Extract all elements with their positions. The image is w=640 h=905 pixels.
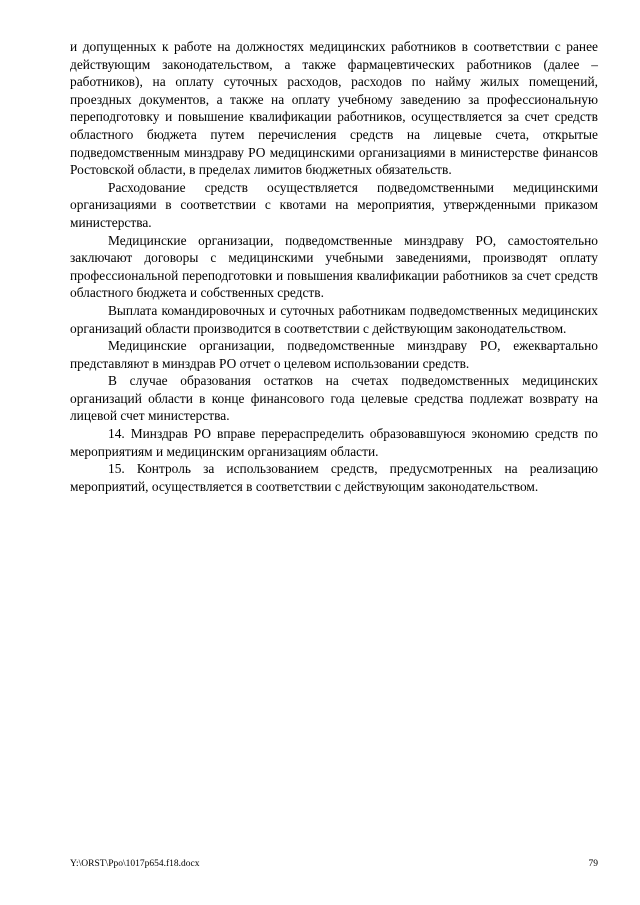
- footer-page-number: 79: [588, 859, 598, 869]
- paragraph-balance-return: В случае образования остатков на счетах подведомственных медицинских организаций области в конце финансового года целевые средства подлежат возврату на лицевой счет министерства.: [70, 373, 598, 424]
- paragraph-item-14: 14. Минздрав РО вправе перераспределить образовавшуюся экономию средств по мероприятиям и медицинским организациям области.: [70, 426, 598, 459]
- footer-file-path: Y:\ORST\Ppo\1017p654.f18.docx: [70, 859, 200, 869]
- paragraph-travel-payments: Выплата командировочных и суточных работникам подведомственных медицинских организаций области производится в соответствии с действующим законодательством.: [70, 302, 598, 336]
- page-footer: [70, 857, 598, 871]
- paragraph-spending: Расходование средств осуществляется подведомственными медицинскими организациями в соответствии с квотами на мероприятия, утвержденными приказом министерства.: [70, 179, 598, 230]
- paragraph-continuation: и допущенных к работе на должностях медицинских работников в соответствии с ранее действующим законодательством, а также фармацевтических работников (далее – работников), на оплату суточных расходов, расходов по найму жилых помещений, проездных документов, а также на оплату учебному заведению за профессиональную переподготовку и повышение квалификации работников, осуществляется за счет средств областного бюджета путем перечисления средств на лицевые счета, открытые подведомственным минздраву РО медицинскими организациями в министерстве финансов Ростовской области, в пределах лимитов бюджетных обязательств.: [70, 39, 598, 178]
- paragraph-item-15: 15. Контроль за использованием средств, предусмотренных на реализацию мероприятий, осуществляется в соответствии с действующим законодательством.: [70, 461, 598, 494]
- document-body: [70, 38, 598, 495]
- paragraph-quarterly-report: Медицинские организации, подведомственные минздраву РО, ежеквартально представляют в минздрав РО отчет о целевом использовании средств.: [70, 338, 598, 371]
- paragraph-contracts: Медицинские организации, подведомственные минздраву РО, самостоятельно заключают договоры с медицинскими учебными заведениями, производят оплату профессиональной переподготовки и повышения квалификации работников за счет средств областного бюджета и собственных средств.: [70, 232, 598, 301]
